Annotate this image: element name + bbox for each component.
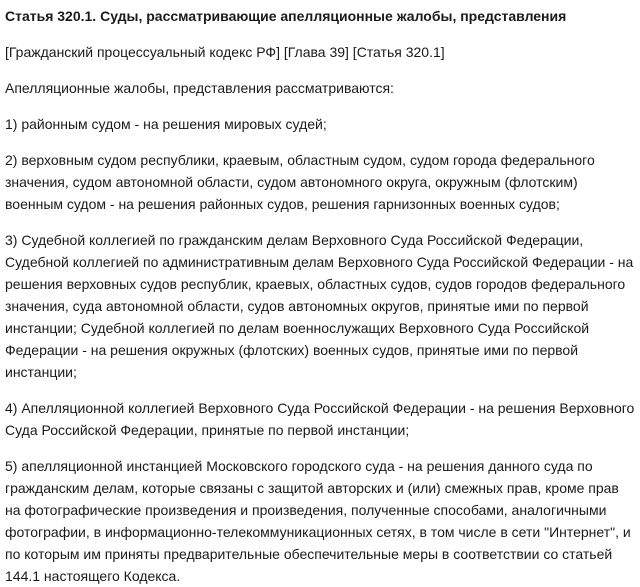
list-item: 5) апелляционной инстанцией Московского городского суда - на решения данного суда по гражданским делам, которые связаны с защитой авторских и (или) смежных прав, кроме прав на фотографические произведения и произведения, полученные способами, аналогичными фотографии, в информационно-телекоммуникационных сетях, в том числе в сети "Интернет", и по которым им приняты предварительные обеспечительные меры в соответствии со статьей 144.1 настоящего Кодекса. xyxy=(5,458,631,584)
breadcrumb: [Гражданский процессуальный кодекс РФ] [Глава 39] [Статья 320.1] xyxy=(5,44,445,60)
article-intro: Апелляционные жалобы, представления рассматриваются: xyxy=(5,80,394,96)
list-item: 1) районным судом - на решения мировых судей; xyxy=(5,116,327,132)
list-item: 2) верховным судом республики, краевым, областным судом, судом города федерального значения, судом автономной области, судом автономного округа, окружным (флотским) военным судом - на решения районных судов, решения гарнизонных военных судов; xyxy=(5,152,595,212)
article-title: Статья 320.1. Суды, рассматривающие апелляционные жалобы, представления xyxy=(5,8,567,24)
list-item: 4) Апелляционной коллегией Верховного Суда Российской Федерации - на решения Верховного Суда Российской Федерации, принятые по первой инстанции; xyxy=(5,400,635,438)
list-item: 3) Судебной коллегией по гражданским делам Верховного Суда Российской Федерации, Судебной коллегией по административным делам Верховного Суда Российской Федерации - на решения верховных судов республик, краевых, областных судов, судов городов федерального значения, суда автономной области, судов автономных округов, принятые ими по первой инстанции; Судебной коллегией по делам военнослужащих Верховного Суда Российской Федерации - на решения окружных (флотских) военных судов, принятые ими по первой инстанции; xyxy=(5,232,634,380)
